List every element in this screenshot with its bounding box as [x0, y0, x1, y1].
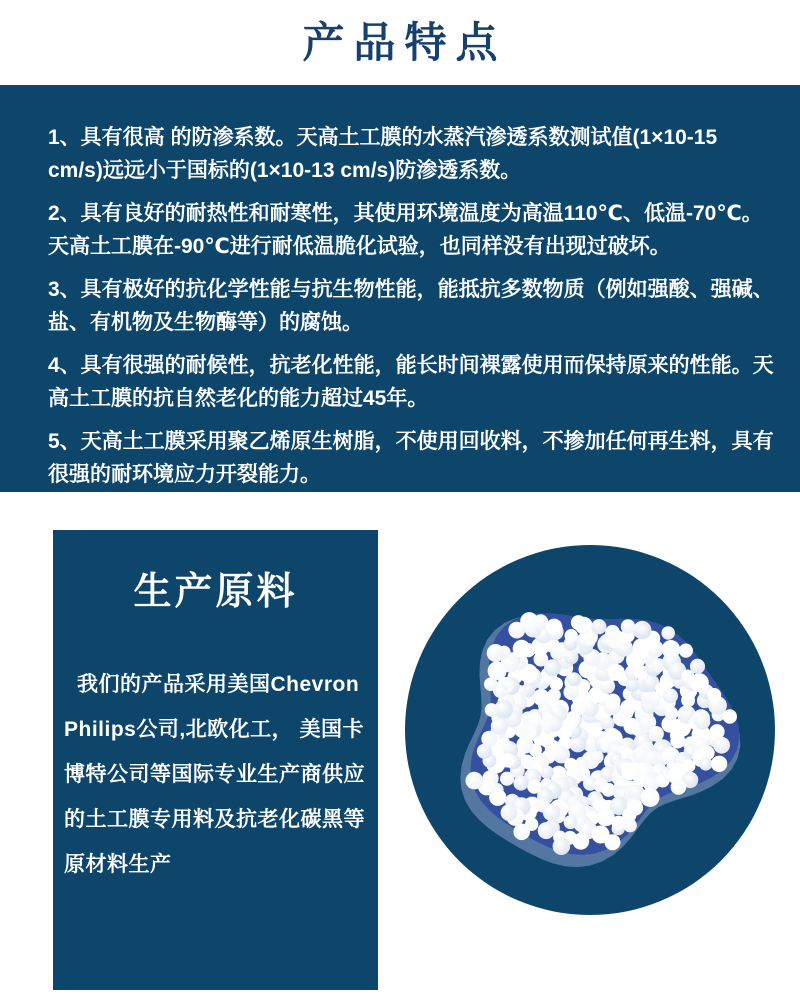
- feature-item: 3、具有极好的抗化学性能与抗生物性能，能抵抗多数物质（例如强酸、强碱、盐、有机物及生物酶等）的腐蚀。: [48, 278, 774, 334]
- materials-box: [53, 530, 378, 990]
- feature-item: 1、具有很高 的防渗系数。天高土工膜的水蒸汽渗透系数测试值(1×10-15 cm/s)远远小于国标的(1×10-13 cm/s)防渗透系数。: [48, 126, 718, 182]
- materials-section: [0, 492, 800, 1006]
- materials-text: [53, 662, 378, 887]
- pellets-image-circle: [405, 545, 775, 915]
- features-section: [0, 85, 800, 492]
- materials-line: 的土工膜专用料及抗老化碳黑等: [64, 807, 365, 831]
- feature-item: 5、天高土工膜采用聚乙烯原生树脂，不使用回收料，不掺加任何再生料，具有很强的耐环境应力开裂能力。: [48, 430, 774, 486]
- materials-line: 我们的产品采用美国Chevron: [77, 672, 360, 696]
- page-header: [0, 0, 800, 85]
- materials-line: Philips公司,北欧化工， 美国卡: [64, 717, 365, 741]
- feature-item: 4、具有很强的耐候性，抗老化性能，能长时间裸露使用而保持原来的性能。天高土工膜的抗自然老化的能力超过45年。: [48, 354, 774, 410]
- materials-title: 生产原料: [133, 571, 298, 613]
- materials-line: 原材料生产: [64, 852, 172, 876]
- feature-item: 2、具有良好的耐热性和耐寒性，其使用环境温度为高温110℃、低温-70℃。天高土工膜在-90℃进行耐低温脆化试验，也同样没有出现过破坏。: [48, 202, 763, 258]
- features-list: [48, 121, 774, 491]
- resin-pellets-image: [405, 545, 775, 915]
- materials-line: 博特公司等国际专业生产商供应: [64, 762, 365, 786]
- page-title: 产品特点: [302, 18, 507, 66]
